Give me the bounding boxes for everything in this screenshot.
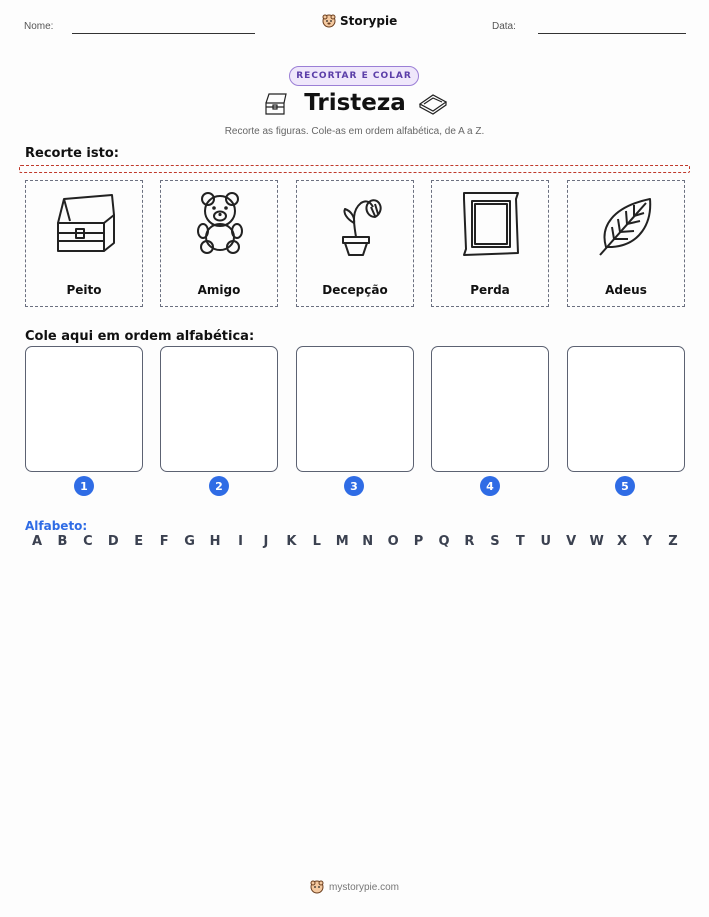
instructions: Recorte as figuras. Cole-as em ordem alfabética, de A a Z. <box>224 126 485 137</box>
alphabet-letter: G <box>184 534 195 549</box>
alphabet-letter: A <box>31 534 43 549</box>
alphabet-label: Alfabeto: <box>25 519 88 533</box>
alphabet-letter: C <box>83 534 93 549</box>
alphabet-letter: R <box>464 534 475 549</box>
cut-card[interactable] <box>160 180 278 307</box>
alphabet-letter: M <box>335 534 349 549</box>
alphabet-letter: F <box>159 534 169 549</box>
alphabet-letter: I <box>238 534 243 549</box>
slot-number: 1 <box>74 476 94 496</box>
name-label: Nome: <box>24 21 54 32</box>
cut-card[interactable] <box>296 180 414 307</box>
card-word: Decepção <box>322 283 388 297</box>
slot-number: 3 <box>344 476 364 496</box>
alphabet-letter: S <box>490 534 500 549</box>
cut-line <box>19 165 690 173</box>
paste-slot-5[interactable] <box>567 346 685 472</box>
alphabet-letter: X <box>617 534 628 549</box>
alphabet-row <box>25 534 685 549</box>
brand <box>322 14 397 28</box>
activity-badge: RECORTAR E COLAR <box>289 66 419 86</box>
date-label: Data: <box>492 21 516 32</box>
treasure-chest-icon <box>262 91 288 117</box>
alphabet-letter: U <box>540 534 552 549</box>
empty-frame-icon <box>456 189 526 259</box>
alphabet-letter: K <box>286 534 297 549</box>
alphabet-letter: J <box>263 534 269 549</box>
alphabet-letter: Q <box>438 534 450 549</box>
paste-slot-4[interactable] <box>431 346 549 472</box>
slot-number: 2 <box>209 476 229 496</box>
alphabet-letter: E <box>134 534 144 549</box>
alphabet-letter: D <box>107 534 119 549</box>
book-icon <box>418 91 448 115</box>
alphabet-letter: V <box>566 534 577 549</box>
treasure-chest-icon <box>50 189 120 259</box>
alphabet-letter: N <box>362 534 374 549</box>
alphabet-letter: L <box>312 534 321 549</box>
storypie-logo-icon <box>310 880 324 894</box>
alphabet-letter: O <box>387 534 399 549</box>
cut-card[interactable] <box>431 180 549 307</box>
card-word: Adeus <box>605 283 647 297</box>
alphabet-letter: B <box>57 534 68 549</box>
leaf-icon <box>592 189 662 259</box>
cut-heading: Recorte isto: <box>25 146 119 161</box>
cut-card[interactable] <box>567 180 685 307</box>
alphabet-letter: Y <box>642 534 653 549</box>
alphabet-letter: T <box>515 534 525 549</box>
paste-slot-3[interactable] <box>296 346 414 472</box>
paste-slot-1[interactable] <box>25 346 143 472</box>
alphabet-letter: W <box>589 534 604 549</box>
footer-url[interactable]: mystorypie.com <box>328 881 399 893</box>
alphabet-letter: Z <box>668 534 678 549</box>
name-line[interactable] <box>72 33 255 34</box>
cut-card[interactable] <box>25 180 143 307</box>
teddy-bear-icon <box>185 189 255 259</box>
card-word: Peito <box>66 283 102 297</box>
wilted-flower-icon <box>321 189 391 259</box>
storypie-logo-icon <box>322 14 336 28</box>
alphabet-letter: P <box>413 534 424 549</box>
footer <box>0 880 709 894</box>
brand-name: Storypie <box>340 14 398 28</box>
paste-slot-2[interactable] <box>160 346 278 472</box>
card-word: Amigo <box>197 283 241 297</box>
alphabet-letter: H <box>209 534 221 549</box>
date-line[interactable] <box>538 33 686 34</box>
slot-number: 5 <box>615 476 635 496</box>
slot-number: 4 <box>480 476 500 496</box>
page-title: Tristeza <box>304 90 406 116</box>
card-word: Perda <box>470 283 510 297</box>
paste-heading: Cole aqui em ordem alfabética: <box>25 329 255 344</box>
